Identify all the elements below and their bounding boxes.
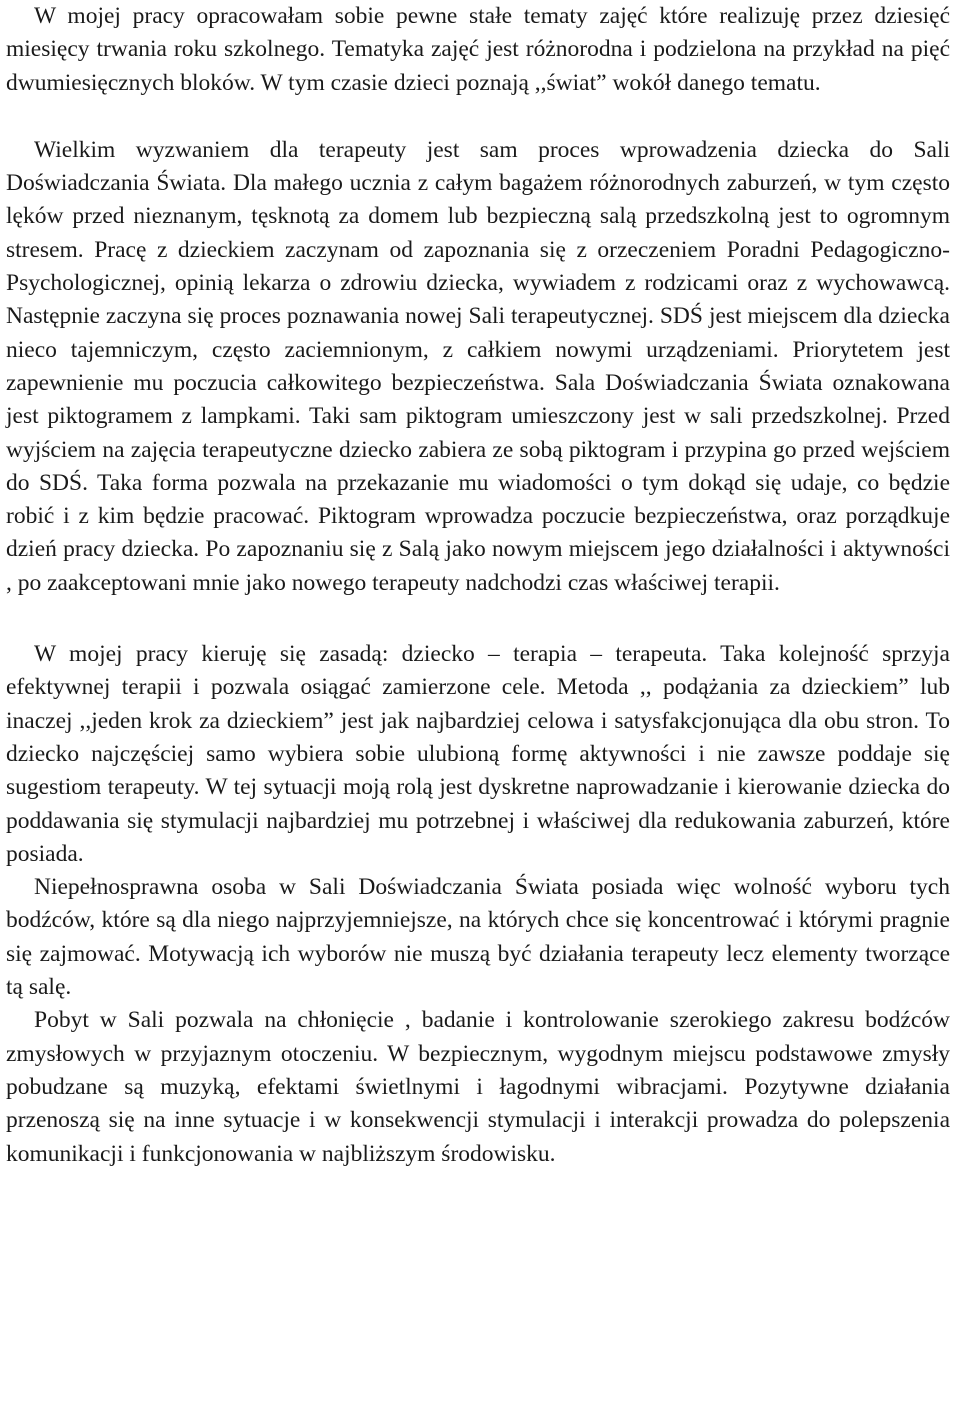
- paragraph-2: Wielkim wyzwaniem dla terapeuty jest sam proces wprowadzenia dziecka do Sali Doświadczania Świata. Dla małego ucznia z całym bagażem różnorodnych zaburzeń, w tym często lęków przed nieznanym, tęsknotą za domem lub bezpieczną salą przedszkolną jest to ogromnym stresem. Pracę z dzieckiem zaczynam od zapoznania się z orzeczeniem Poradni Pedagogiczno-Psychologicznej, opinią lekarza o zdrowiu dziecka, wywiadem z rodzicami oraz z wychowawcą. Następnie zaczyna się proces poznawania nowej Sali terapeutycznej. SDŚ jest miejscem dla dziecka nieco tajemniczym, często zaciemnionym, z całkiem nowymi urządzeniami. Priorytetem jest zapewnienie mu poczucia całkowitego bezpieczeństwa. Sala Doświadczania Świata oznakowana jest piktogramem z lampkami. Taki sam piktogram umieszczony jest w sali przedszkolnej. Przed wyjściem na zajęcia terapeutyczne dziecko zabiera ze sobą piktogram i przypina go przed wejściem do SDŚ. Taka forma pozwala na przekazanie mu wiadomości o tym dokąd się udaje, co będzie robić i z kim będzie pracować. Piktogram wprowadza poczucie bezpieczeństwa, oraz porządkuje dzień pracy dziecka. Po zapoznaniu się z Salą jako nowym miejscem jego działalności i aktywności , po zaakceptowani mnie jako nowego terapeuty nadchodzi czas właściwej terapii.: [6, 136, 950, 596]
- paragraph-5: Pobyt w Sali pozwala na chłonięcie , badanie i kontrolowanie szerokiego zakresu bodźców zmysłowych w przyjaznym otoczeniu. W bezpiecznym, wygodnym miejscu podstawowe zmysły pobudzane są muzyką, efektami świetlnymi i łagodnymi wibracjami. Pozytywne działania przenoszą się na inne sytuacje i w konsekwencji stymulacji i interakcji prowadza do polepszenia komunikacji i funkcjonowania w najbliższym środowisku.: [6, 1007, 950, 1167]
- paragraph-3: W mojej pracy kieruję się zasadą: dziecko – terapia – terapeuta. Taka kolejność sprzyja efektywnej terapii i pozwala osiągać zamierzone cele. Metoda ,, podążania za dzieckiem” lub inaczej ,,jeden krok za dzieckiem” jest jak najbardziej celowa i satysfakcjonująca dla obu stron. To dziecko najczęściej samo wybiera sobie ulubioną formę aktywności i nie zawsze poddaje się sugestiom terapeuty. W tej sytuacji moją rolą jest dyskretne naprowadzanie i kierowanie dziecka do poddawania się stymulacji najbardziej mu potrzebnej i właściwej dla redukowania zaburzeń, które posiada.: [6, 641, 950, 867]
- paragraph-spacer: [6, 100, 950, 134]
- paragraph-4: Niepełnosprawna osoba w Sali Doświadczania Świata posiada więc wolność wyboru tych bodźców, które są dla niego najprzyjemniejsze, na których chce się koncentrować i którymi pragnie się zajmować. Motywacją ich wyborów nie muszą być działania terapeuty lecz elementy tworzące tą salę.: [6, 874, 950, 1001]
- paragraph-spacer: [6, 600, 950, 638]
- paragraph-1: W mojej pracy opracowałam sobie pewne stałe tematy zajęć które realizuję przez dziesięć miesięcy trwania roku szkolnego. Tematyka zajęć jest różnorodna i podzielona na przykład na pięć dwumiesięcznych bloków. W tym czasie dzieci poznają ,,świat” wokół danego tematu.: [6, 3, 950, 96]
